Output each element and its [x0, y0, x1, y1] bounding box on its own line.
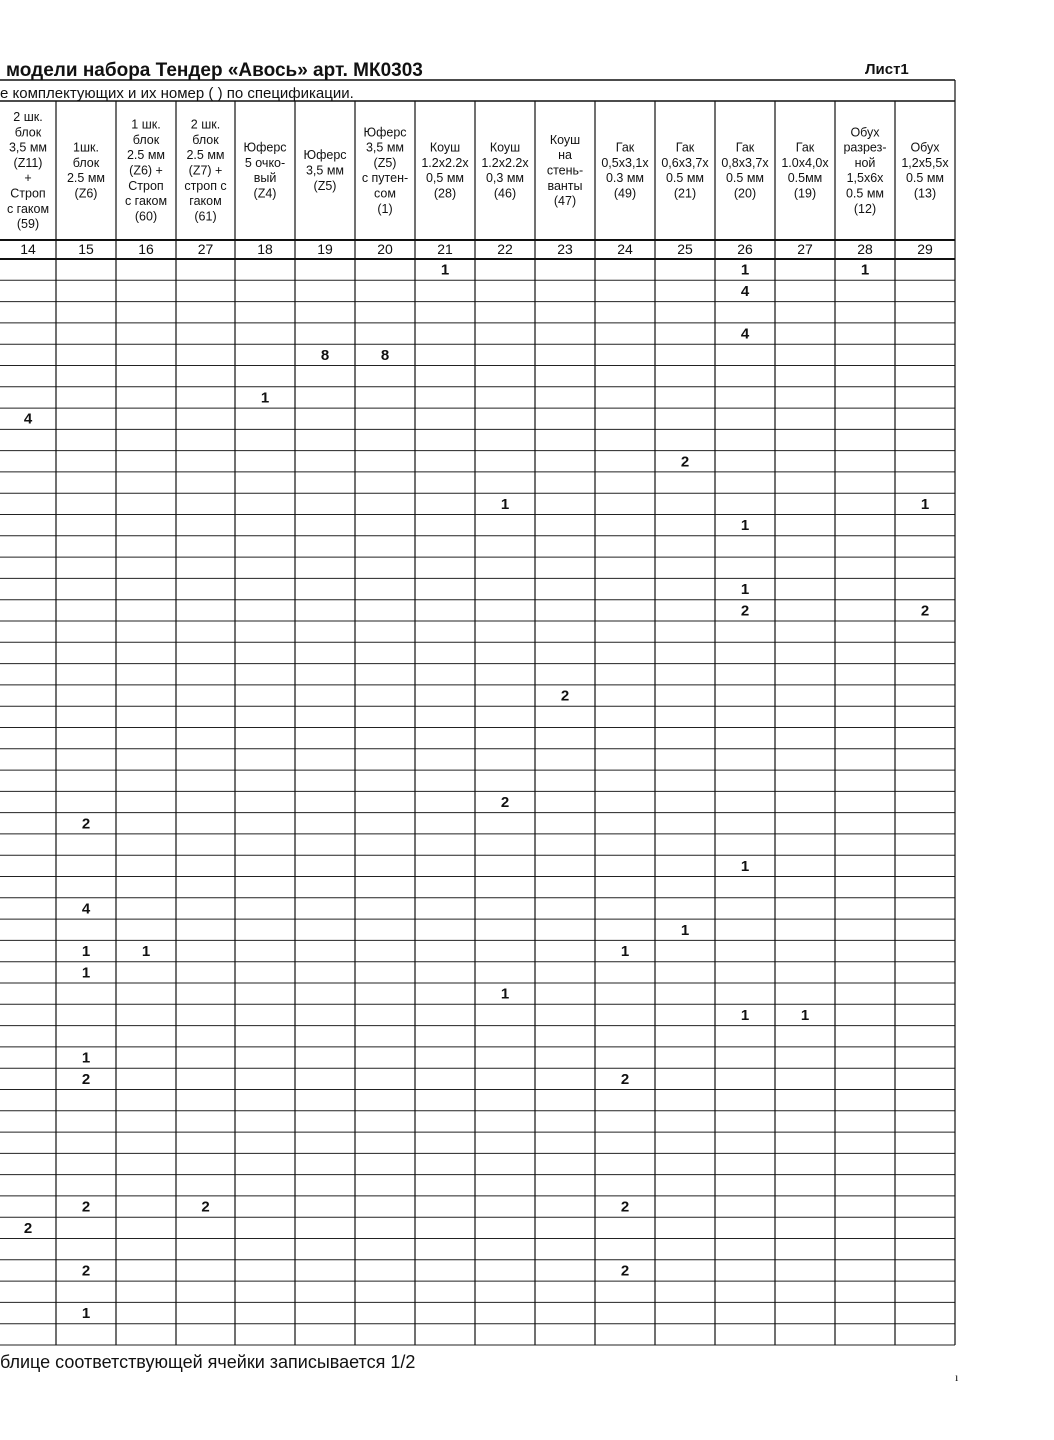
sheet-label: Лист1 — [865, 61, 909, 78]
column-header: Юферс 5 очко-вый (Z4) — [243, 140, 287, 201]
column-header: 2 шк. блок 3,5 мм (Z11) + Строп с гаком (59) — [6, 109, 50, 232]
cell-value: 2 — [620, 1198, 630, 1216]
column-header: Коуш 1.2x2.2x 0,3 мм (46) — [481, 140, 529, 201]
page-mark: ı — [955, 1370, 959, 1384]
cell-value: 8 — [380, 346, 390, 364]
column-number: 18 — [257, 241, 273, 257]
column-number: 23 — [557, 241, 573, 257]
cell-value: 2 — [81, 1198, 91, 1216]
column-number: 29 — [917, 241, 933, 257]
cell-value: 1 — [860, 261, 870, 279]
column-number: 21 — [437, 241, 453, 257]
cell-value: 2 — [23, 1219, 33, 1237]
cell-value: 2 — [81, 1262, 91, 1280]
cell-value: 1 — [440, 261, 450, 279]
cell-value: 1 — [500, 495, 510, 513]
column-number: 27 — [797, 241, 813, 257]
cell-value: 4 — [81, 900, 91, 918]
column-number: 20 — [377, 241, 393, 257]
cell-value: 2 — [920, 602, 930, 620]
cell-value: 8 — [320, 346, 330, 364]
cell-value: 1 — [620, 943, 630, 961]
cell-value: 2 — [81, 815, 91, 833]
cell-value: 1 — [740, 517, 750, 535]
column-number: 24 — [617, 241, 633, 257]
cell-value: 4 — [740, 282, 750, 300]
cell-value: 2 — [560, 687, 570, 705]
cell-value: 2 — [500, 794, 510, 811]
column-number: 28 — [857, 241, 873, 257]
cell-value: 1 — [141, 943, 151, 961]
column-number: 16 — [138, 241, 154, 257]
column-header: Коуш 1.2x2.2x 0,5 мм (28) — [421, 140, 469, 201]
column-header: Обух разрез-ной 1,5x6x 0.5 мм (12) — [843, 125, 887, 216]
cell-value: 1 — [81, 943, 91, 961]
column-number: 22 — [497, 241, 513, 257]
footer-note: блице соответствующей ячейки записывается 1/2 — [0, 1352, 416, 1372]
cell-value: 2 — [620, 1262, 630, 1280]
cell-value: 1 — [740, 857, 750, 875]
cell-value: 2 — [201, 1198, 210, 1216]
cell-value: 2 — [740, 602, 750, 620]
cell-value: 2 — [620, 1070, 630, 1088]
cell-value: 2 — [680, 453, 690, 471]
column-header: 2 шк. блок 2.5 мм (Z7) + строп с гаком (61) — [184, 117, 227, 224]
cell-value: 1 — [500, 985, 510, 1003]
column-header: Гак 0,8x3,7x 0.5 мм (20) — [721, 140, 769, 201]
cell-value: 1 — [81, 1049, 91, 1067]
column-header: Обух 1,2x5,5x 0.5 мм (13) — [901, 140, 949, 201]
column-number: 26 — [737, 241, 753, 257]
cell-value: 4 — [23, 410, 33, 428]
cell-value: 1 — [81, 964, 91, 982]
cell-value: 4 — [740, 325, 750, 343]
cell-value: 1 — [740, 1006, 750, 1024]
column-header: Юферс 3,5 мм (Z5) — [303, 148, 347, 193]
cell-value: 2 — [81, 1070, 91, 1088]
column-header: 1шк. блок 2.5 мм (Z6) — [66, 140, 106, 201]
column-header: Коуш на стень-ванты (47) — [546, 132, 584, 209]
cell-value: 1 — [800, 1006, 810, 1024]
column-number: 19 — [317, 241, 333, 257]
cell-value: 1 — [260, 389, 270, 407]
column-number: 25 — [677, 241, 693, 257]
column-number: 14 — [20, 241, 36, 257]
column-header: Юферс 3,5 мм (Z5) с путен-сом (1) — [361, 125, 409, 216]
column-header: Гак 0,5x3,1x 0.3 мм (49) — [601, 140, 649, 201]
cell-value: 1 — [680, 921, 690, 939]
column-number: 27 — [197, 241, 214, 257]
table-subtitle: е комплектующих и их номер ( ) по спецификации. — [0, 85, 354, 102]
cell-value: 1 — [740, 581, 750, 599]
column-header: Гак 1.0x4,0x 0.5мм (19) — [781, 140, 829, 201]
column-header: 1 шк. блок 2.5 мм (Z6) + Строп с гаком (60) — [124, 117, 168, 224]
page-title: модели набора Тендер «Авось» арт. МК0303 — [6, 60, 423, 81]
cell-value: 1 — [920, 495, 930, 513]
column-number: 15 — [78, 241, 94, 257]
column-header: Гак 0,6x3,7x 0.5 мм (21) — [661, 140, 709, 201]
cell-value: 1 — [740, 261, 750, 279]
cell-value: 1 — [81, 1305, 91, 1323]
